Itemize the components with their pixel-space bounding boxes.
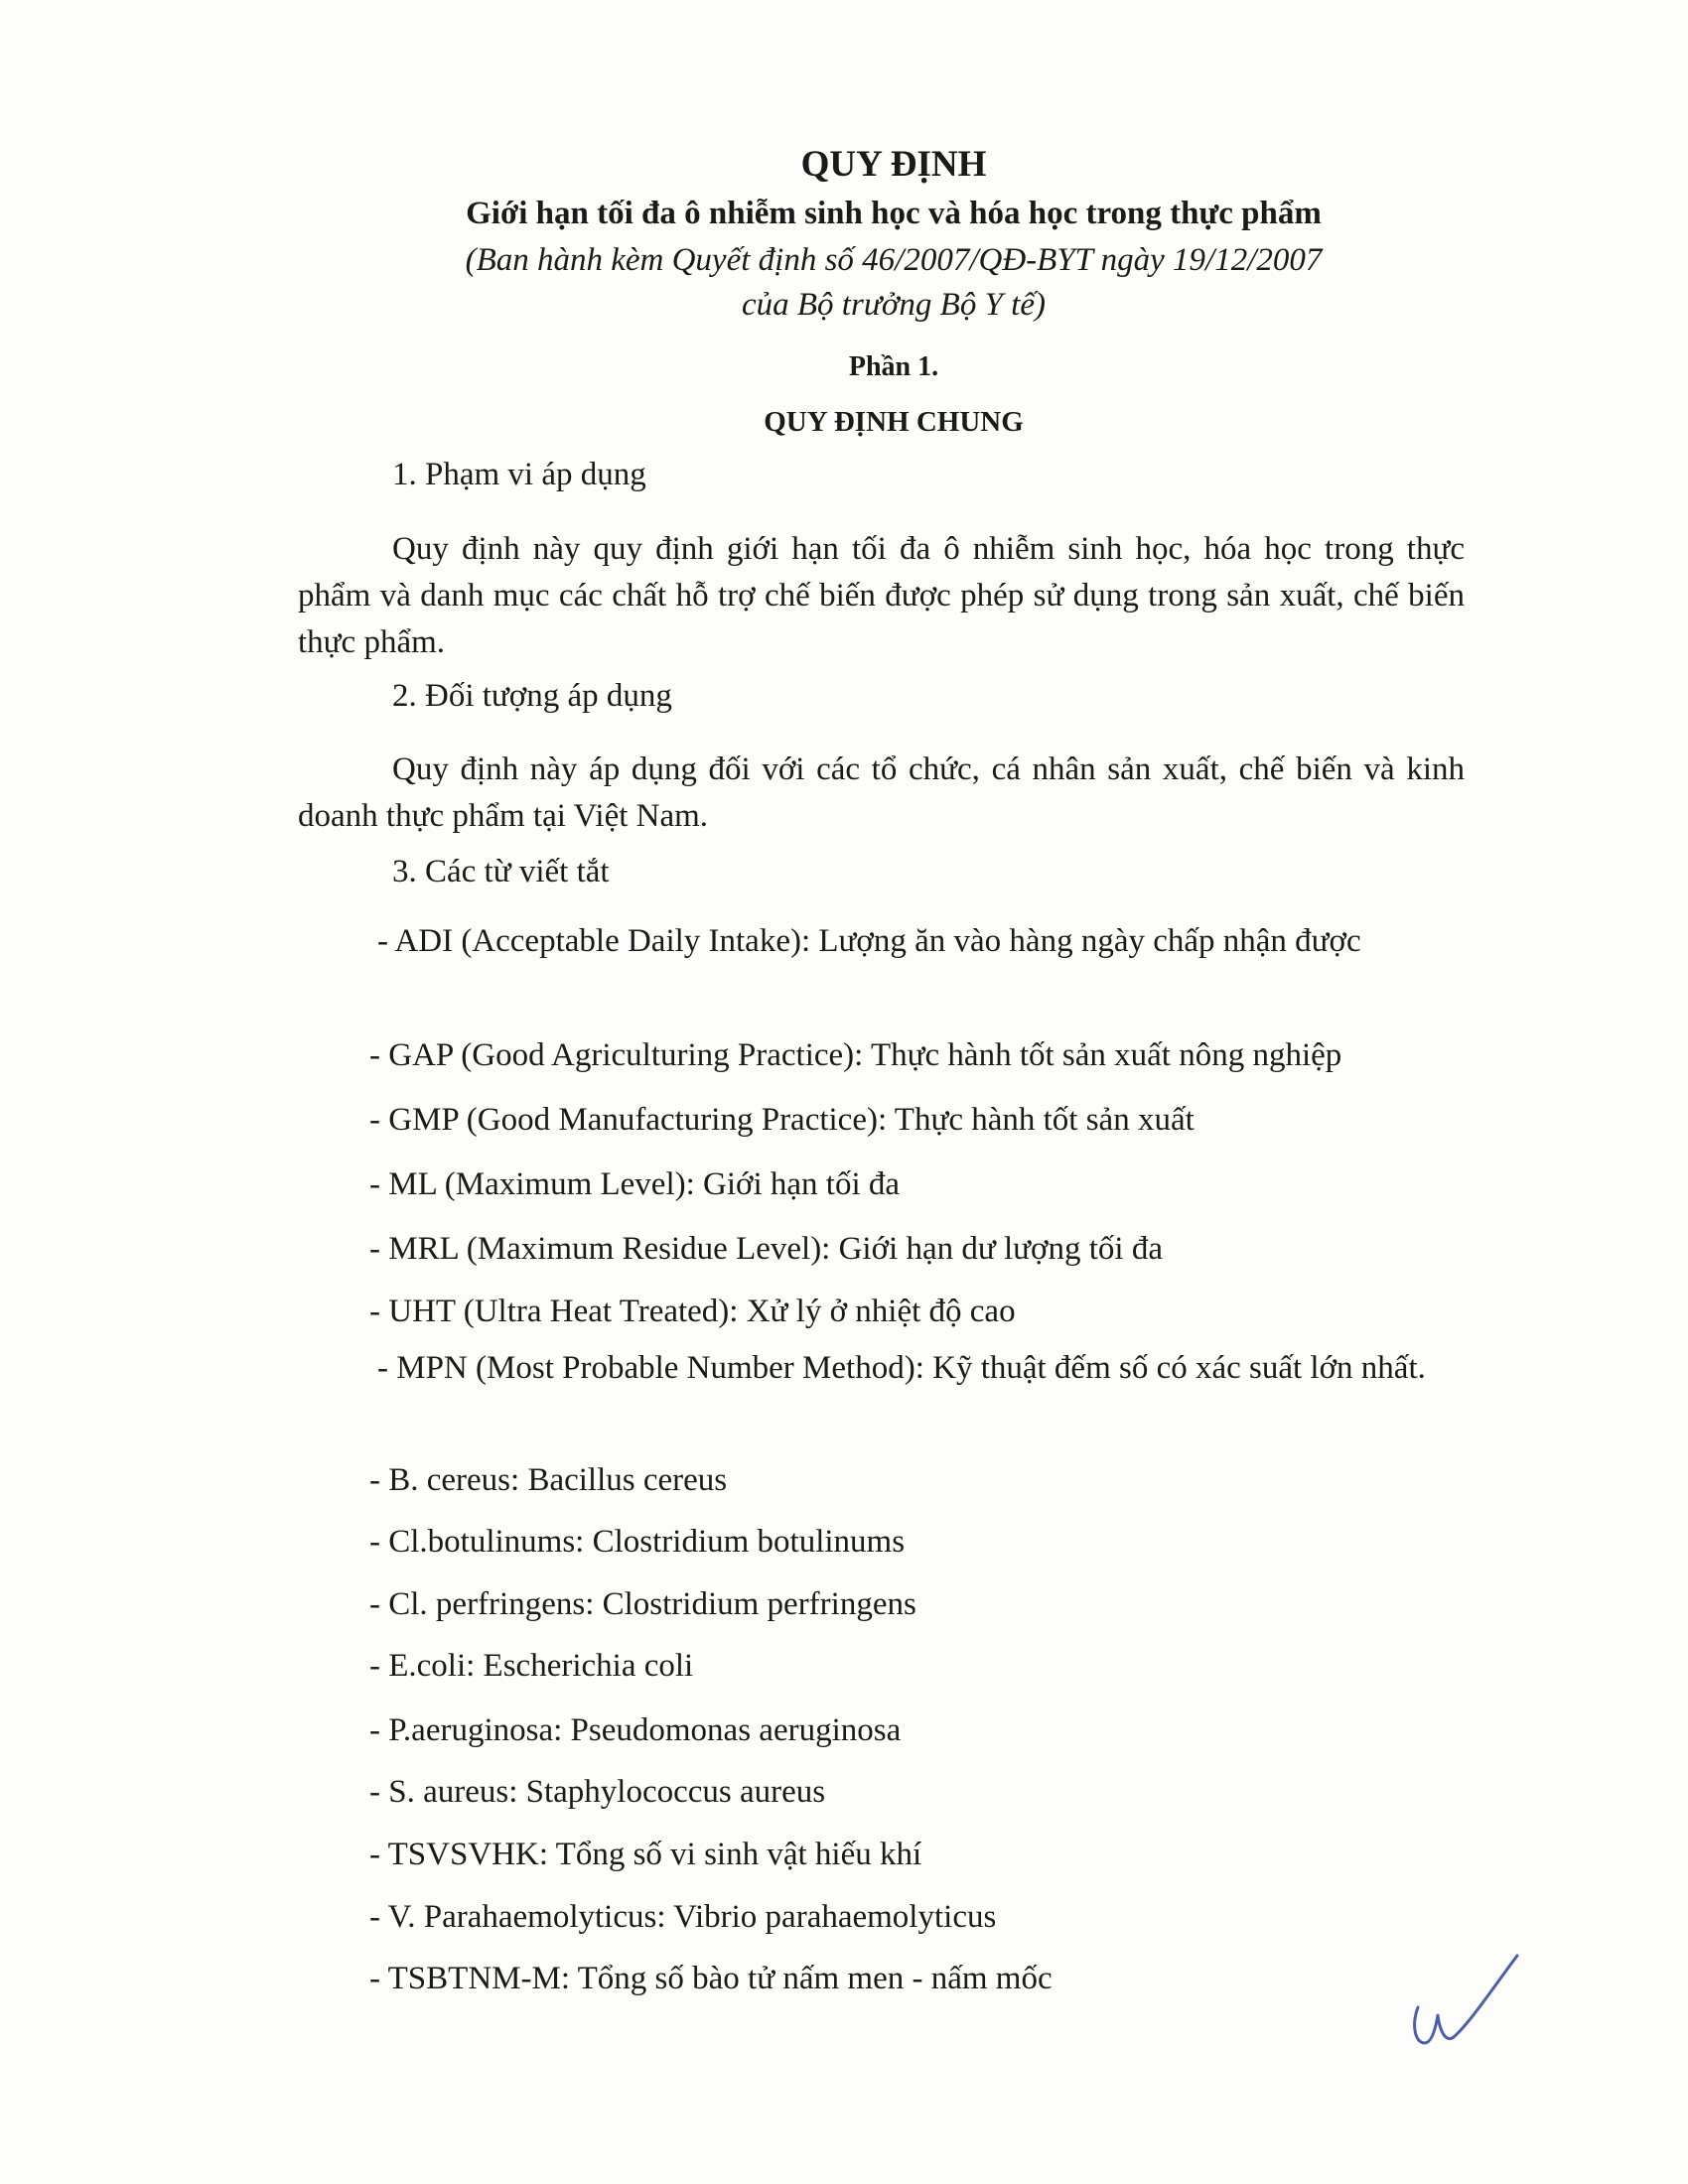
part-title: QUY ĐỊNH CHUNG (764, 406, 1024, 438)
abbreviation-item: - GAP (Good Agriculturing Practice): Thực hành tốt sản xuất nông nghiệp (369, 1037, 1342, 1073)
abbreviation-item: - E.coli: Escherichia coli (369, 1648, 694, 1684)
handwritten-initial-mark (1390, 1946, 1529, 2055)
abbreviation-item: - MPN (Most Probable Number Method): Kỹ thuật đếm số có xác suất lớn nhất. (377, 1350, 1426, 1386)
subjects-heading: 2. Đối tượng áp dụng (392, 678, 672, 714)
abbreviation-item: - V. Parahaemolyticus: Vibrio parahaemolyticus (369, 1899, 997, 1935)
abbreviation-item: - TSVSVHK: Tổng số vi sinh vật hiếu khí (369, 1837, 922, 1872)
abbreviation-item: - B. cereus: Bacillus cereus (369, 1462, 728, 1498)
abbreviation-item: - UHT (Ultra Heat Treated): Xử lý ở nhiệt độ cao (369, 1294, 1016, 1329)
scope-heading: 1. Phạm vi áp dụng (392, 457, 646, 492)
abbreviation-item: - MRL (Maximum Residue Level): Giới hạn dư lượng tối đa (369, 1231, 1163, 1267)
abbreviation-item: - ML (Maximum Level): Giới hạn tối đa (369, 1166, 901, 1202)
subjects-paragraph: Quy định này áp dụng đối với các tổ chức, cá nhân sản xuất, chế biến và kinh doanh thực phẩm tại Việt Nam. (298, 751, 1465, 834)
issued-by-line-1: (Ban hành kèm Quyết định số 46/2007/QĐ-BYT ngày 19/12/2007 (465, 242, 1323, 278)
scope-section (298, 526, 1465, 666)
subjects-section (298, 747, 1465, 840)
abbreviation-item: - P.aeruginosa: Pseudomonas aeruginosa (369, 1712, 902, 1748)
document-header (357, 141, 1430, 328)
abbreviations-heading: 3. Các từ viết tắt (392, 854, 610, 889)
part-label: Phần 1. (848, 351, 939, 382)
document-title: QUY ĐỊNH (800, 144, 987, 185)
abbreviation-item: - Cl. perfringens: Clostridium perfringens (369, 1586, 916, 1622)
issued-by-line-2: của Bộ trưởng Bộ Y tế) (742, 287, 1046, 323)
abbreviation-item: - S. aureus: Staphylococcus aureus (369, 1774, 826, 1810)
abbreviation-item: - GMP (Good Manufacturing Practice): Thực hành tốt sản xuất (369, 1102, 1195, 1138)
abbreviation-item: - Cl.botulinums: Clostridium botulinums (369, 1524, 906, 1560)
abbreviation-item: - TSBTNM-M: Tổng số bào tử nấm men - nấm mốc (369, 1961, 1053, 1996)
document-subtitle: Giới hạn tối đa ô nhiễm sinh học và hóa học trong thực phẩm (466, 196, 1322, 231)
scope-paragraph: Quy định này quy định giới hạn tối đa ô nhiễm sinh học, hóa học trong thực phẩm và danh mục các chất hỗ trợ chế biến được phép sử dụng trong sản xuất, chế biến thực phẩm. (298, 531, 1465, 660)
abbreviation-item: - ADI (Acceptable Daily Intake): Lượng ăn vào hàng ngày chấp nhận được (377, 923, 1361, 959)
